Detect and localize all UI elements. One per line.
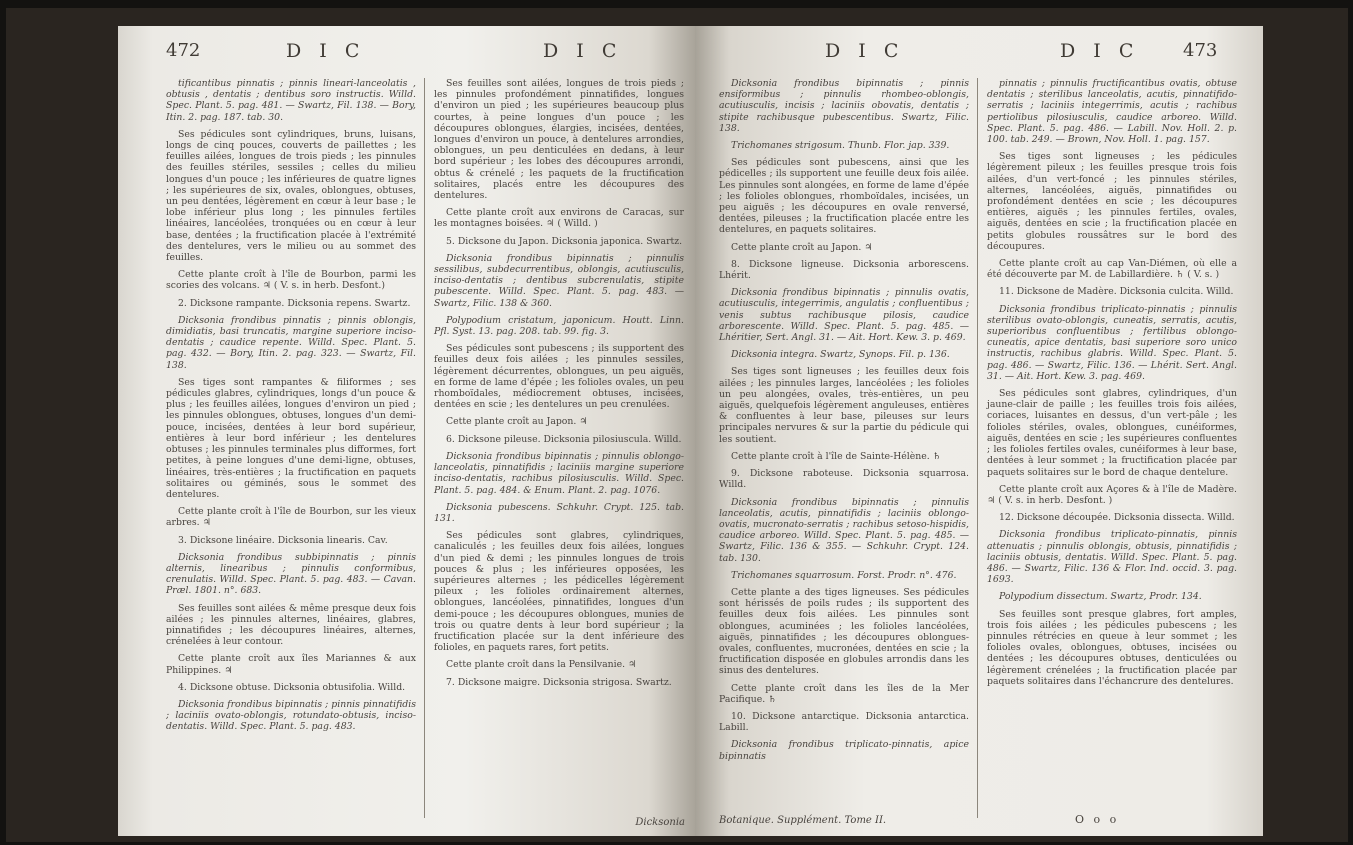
paragraph: Dicksonia frondibus bipinnatis ; pinnulis oblongo-lanceolatis, pinnatifidis ; laciniis margine superiore inciso-dentatis, rachibus pilosiusculis. Willd. Spec. Plant. 5. pag. 484. & Enum. Plant. 2. pag. 1076. <box>434 450 684 496</box>
paragraph: Dicksonia frondibus pinnatis ; pinnis oblongis, dimidiatis, basi truncatis, margine superiore inciso-dentatis ; caudice repente. Willd. Spec. Plant. 5. pag. 432. — Bory, Itin. 2. pag. 323. — Swartz, Fil. 138. <box>166 314 416 371</box>
paragraph: Ses pédicules sont pubescens, ainsi que les pédicelles ; ils supportent une feuille deux fois ailée. Les pinnules sont alongées, en forme de lame d'épée ; les folioles oblongues, rhomboïdales, incisées, un peu aiguës ; les découpures en ovale renversé, dentées, pileuses ; la fructification placée entre les dentelures, en paquets solitaires. <box>719 157 969 236</box>
left-page <box>118 26 695 836</box>
paragraph: Cette plante croît aux îles Mariannes & aux Philippines. ♃ <box>166 653 416 676</box>
paragraph: Dicksonia pubescens. Schkuhr. Crypt. 125. tab. 131. <box>434 501 684 524</box>
paragraph: Cette plante croît au Japon. ♃ <box>446 416 588 428</box>
paragraph: Cette plante croît à l'île de Bourbon, parmi les scories des volcans. ♃ ( V. s. in herb. Desfont.) <box>166 269 416 292</box>
paragraph: Dicksonia integra. Swartz, Synops. Fil. p. 136. <box>731 349 950 361</box>
paragraph: Trichomanes squarrosum. Forst. Prodr. n°. 476. <box>731 569 957 581</box>
right-page-column-1 <box>719 78 969 768</box>
paragraph: 3. Dicksone linéaire. Dicksonia linearis. Cav. <box>178 534 388 546</box>
paragraph: Ses pédicules sont pubescens ; ils supportent des feuilles deux fois ailées ; les pinnules sessiles, légèrement décurrentes, oblongues, un peu aiguës, en forme de lame d'épée ; les folioles ovales, un peu rhomboïdales, médiocrement obtuses, incisées, dentées en scie ; les dentelures un peu crenulées. <box>434 343 684 411</box>
paragraph: Trichomanes strigosum. Thunb. Flor. jap. 339. <box>731 140 950 152</box>
paragraph: 4. Dicksone obtuse. Dicksonia obtusifolia. Willd. <box>178 681 406 693</box>
paragraph: Ses pédicules sont glabres, cylindriques, d'un jaune-clair de paille ; les feuilles trois fois ailées, coriaces, luisantes en dessus, d'un vert-pâle ; les folioles stériles, ovales, oblongues, cunéiformes, aiguës, dentées en scie ; les supérieures confluentes ; les folioles fertiles ovales, cunéiformes à leur base, dentées à leur sommet ; la fructification placée par paquets solitaires sur le bord de chaque dentelure. <box>987 388 1237 478</box>
paragraph: 11. Dicksone de Madère. Dicksonia culcita. Willd. <box>999 286 1234 298</box>
paragraph: Cette plante a des tiges ligneuses. Ses pédicules sont hérissés de poils rudes ; ils supportent des feuilles deux fois ailées. Les pinnules sont oblongues, acuminées ; les folioles lancéolées, aiguës, pinnatifides ; les découpures oblongues-ovales, confluentes, mucronées, dentées en scie ; la fructification disposée en globules arrondis dans les sinus des dentelures. <box>719 586 969 677</box>
paragraph: Dicksonia frondibus bipinnatis ; pinnis ensiformibus ; pinnulis rhombeo-oblongis, acutiusculis, incisis ; laciniis obovatis, dentatis ; stipite rachibusque pubescentibus. Swartz, Filic. 138. <box>719 78 969 134</box>
right-page <box>695 26 1263 836</box>
running-head: D I C <box>1060 40 1140 62</box>
paragraph: Cette plante croît aux Açores & à l'île de Madère. ♃ ( V. s. in herb. Desfont. ) <box>987 483 1237 506</box>
paragraph: Ses pédicules sont glabres, cylindriques, canaliculés ; les feuilles deux fois ailées, longues d'un pied & demi ; les pinnules longues de trois pouces & plus ; les inférieures opposées, les supérieures alternes ; les pédicelles légèrement pileux ; les folioles ordinairement alternes, oblongues, lancéolées, pinnatifides, longues d'un demi-pouce ; les découpures oblongues, munies de trois ou quatre dents à leur bord supérieur ; la fructification placée sur la dent inférieure des folioles, en paquets rares, fort petits. <box>434 530 684 654</box>
paragraph: Cette plante croît aux environs de Caracas, sur les montagnes boisées. ♃ ( Willd. ) <box>434 207 684 230</box>
paragraph: Cette plante croît à l'île de Bourbon, sur les vieux arbres. ♃ <box>166 506 416 529</box>
paragraph: Cette plante croît dans les îles de la Mer Pacifique. ♄ <box>719 682 969 705</box>
page-number: 472 <box>166 40 201 61</box>
paragraph: 5. Dicksone du Japon. Dicksonia japonica. Swartz. <box>446 235 683 247</box>
book-spread <box>6 8 1348 842</box>
paragraph: Polypodium dissectum. Swartz, Prodr. 134. <box>999 591 1202 603</box>
paragraph: 9. Dicksone raboteuse. Dicksonia squarrosa. Willd. <box>719 468 969 491</box>
paragraph: Cette plante croît au Japon. ♃ <box>731 241 873 253</box>
paragraph: 12. Dicksone découpée. Dicksonia dissecta. Willd. <box>999 512 1235 524</box>
paragraph: 10. Dicksone antarctique. Dicksonia antarctica. Labill. <box>719 710 969 734</box>
paragraph: Ses feuilles sont ailées & même presque deux fois ailées ; les pinnules alternes, linéaires, glabres, pinnatifides ; les découpures linéaires, alternes, crénelées à leur contour. <box>166 602 416 648</box>
paragraph: Dicksonia frondibus bipinnatis ; pinnulis lanceolatis, acutis, pinnatifidis ; laciniis oblongo-ovatis, mucronato-serratis ; rachibus setoso-hispidis, caudice arboreo. Willd. Spec. Plant. 5. pag. 485. — Swartz, Filic. 136 & 355. — Schkuhr. Crypt. 124. tab. 130. <box>719 496 969 564</box>
paragraph: Ses feuilles sont ailées, longues de trois pieds ; les pinnules profondément pinnatifides, longues d'environ un pied ; les supérieures beaucoup plus courtes, à peine longues d'un pouce ; les découpures oblongues, élargies, incisées, dentées, longues d'environ un pouce, à dentelures arrondies, oblongues, un peu denticulées en dedans, à leur bord supérieur ; les lobes des découpures arrondi, obtus & crénelé ; les paquets de la fructification solitaires, placés entre les découpures des dentelures. <box>434 78 684 202</box>
paragraph: tificantibus pinnatis ; pinnis lineari-lanceolatis , obtusis , dentatis ; dentibus soro instructis. Willd. Spec. Plant. 5. pag. 481. — Swartz, Fil. 138. — Bory, Itin. 2. pag. 187. tab. 30. <box>166 78 416 123</box>
left-page-column-2 <box>434 78 684 694</box>
paragraph: Ses tiges sont ligneuses ; les pédicules légèrement pileux ; les feuilles presque trois fois ailées, d'un vert-foncé ; les pinnules stériles, alternes, lancéolées, aiguës, pinnatifides ou profondément dentées en scie ; les découpures entières, aiguës ; les pinnules fertiles, ovales, aiguës, dentées en scie ; la fructification placée en petits globules roussâtres sur le bord des découpures. <box>987 151 1237 252</box>
paragraph: Dicksonia frondibus triplicato-pinnatis, pinnis attenuatis ; pinnulis oblongis, obtusis, pinnatifidis ; laciniis obtusis, dentatis. Willd. Spec. Plant. 5. pag. 486. — Swartz, Filic. 136 & Flor. Ind. occid. 3. pag. 1693. <box>987 529 1237 586</box>
paragraph: Dicksonia frondibus bipinnatis ; pinnulis ovatis, acutiusculis, integerrimis, angulatis ; confluentibus ; venis subtus rachibusque pilosis, caudice arborescente. Willd. Spec. Plant. 5. pag. 485. — Lhéritier, Sert. Angl. 31. — Ait. Hort. Kew. 3. p. 469. <box>719 287 969 344</box>
paragraph: Cette plante croît au cap Van-Diémen, où elle a été découverte par M. de Labillardière. ♄ ( V. s. ) <box>987 258 1237 281</box>
running-head: D I C <box>543 40 623 62</box>
right-page-column-2 <box>987 78 1237 693</box>
paragraph: Ses tiges sont ligneuses ; les feuilles deux fois ailées ; les pinnules larges, lancéolées ; les folioles un peu alongées, ovales, très-entières, un peu aiguës, quelquefois légèrement anguleuses, entières & confluentes à leur base, pileuses sur leurs principales nervures & sur la partie du pédicule qui les soutient. <box>719 366 969 445</box>
paragraph: Ses pédicules sont cylindriques, bruns, luisans, longs de cinq pouces, couverts de paillettes ; les feuilles ailées, longues de trois pieds ; les pinnules des feuilles stériles, sessiles ; celles du milieu longues d'un pouce ; les inférieures de quatre lignes ; les supérieures de six, ovales, oblongues, obtuses, un peu dentées, légèrement en cœur à leur base ; le lobe inférieur plus long ; les pinnules fertiles linéaires, lancéolées, tronquées ou en cœur à leur base, dentées ; la fructification placée à l'extrémité des dentelures, vers le milieu ou au sommet des feuilles. <box>166 128 416 264</box>
paragraph: Dicksonia frondibus bipinnatis ; pinnis pinnatifidis ; laciniis ovato-oblongis, rotundato-obtusis, inciso-dentatis. Willd. Spec. Plant. 5. pag. 483. <box>166 698 416 733</box>
column-divider <box>424 78 425 818</box>
paragraph: Dicksonia frondibus triplicato-pinnatis ; pinnulis sterilibus ovato-oblongis, cuneatis, serratis, acutis, superioribus confluentibus ; fertilibus oblongo-cuneatis, apice dentatis, basi superiore soro unico instructis, rachibus glabris. Willd. Spec. Plant. 5. pag. 486. — Swartz, Filic. 136. — Lhérit. Sert. Angl. 31. — Ait. Hort. Kew. 3. pag. 469. <box>987 303 1237 382</box>
paragraph: 7. Dicksone maigre. Dicksonia strigosa. Swartz. <box>446 676 672 688</box>
left-page-column-1 <box>166 78 416 739</box>
paragraph: 8. Dicksone ligneuse. Dicksonia arborescens. Lhérit. <box>719 258 969 282</box>
right-page-header <box>695 40 1263 70</box>
running-head: D I C <box>825 40 905 62</box>
paragraph: Dicksonia frondibus bipinnatis ; pinnulis sessilibus, subdecurrentibus, oblongis, acutiusculis, inciso-dentatis ; dentibus subcrenulatis, stipite pubescente. Willd. Spec. Plant. 5. pag. 483. — Swartz, Filic. 138 & 360. <box>434 252 684 309</box>
paragraph: Polypodium cristatum, japonicum. Houtt. Linn. Pfl. Syst. 13. pag. 208. tab. 99. fig. 3. <box>434 314 684 338</box>
paragraph: Ses tiges sont rampantes & filiformes ; ses pédicules glabres, cylindriques, longs d'un pouce & plus ; les feuilles ailées, longues d'environ un pied ; les pinnules oblongues, obtuses, longues d'un demi-pouce, incisées, dentées à leur bord supérieur, entières à leur bord inférieur ; les dentelures obtuses ; les pinnules terminales plus difformes, fort petites, à peine longues d'une demi-ligne, obtuses, linéaires, très-entières ; la fructification en paquets solitaires ou géminés, sous le sommet des dentelures. <box>166 376 416 500</box>
catchword: Dicksonia <box>635 817 685 828</box>
page-number: 473 <box>1183 40 1218 61</box>
running-head: D I C <box>286 40 366 62</box>
paragraph: Dicksonia frondibus triplicato-pinnatis, apice bipinnatis <box>719 739 969 762</box>
left-page-header <box>118 40 695 70</box>
paragraph: Cette plante croît à l'île de Sainte-Hélène. ♄ <box>731 450 942 462</box>
paragraph: Cette plante croît dans la Pensilvanie. ♃ <box>446 659 637 671</box>
paragraph: Ses feuilles sont presque glabres, fort amples, trois fois ailées ; les pédicules pubescens ; les pinnules rétrécies en queue à leur sommet ; les folioles ovales, oblongues, obtuses, incisées ou dentées ; les découpures obtuses, denticulées ou légèrement crénelées ; la fructification placée par paquets solitaires dans l'échancrure des dentelures. <box>987 608 1237 687</box>
paragraph: pinnatis ; pinnulis fructificantibus ovatis, obtuse dentatis ; sterilibus lanceolatis, acutis, pinnatifido-serratis ; laciniis integerrimis, acutis ; rachibus pertiolibus pilosiusculis, caudice arboreo. Willd. Spec. Plant. 5. pag. 486. — Labill. Nov. Holl. 2. p. 100. tab. 249. — Brown, Nov. Holl. 1. pag. 157. <box>987 78 1237 146</box>
footer-volume: Botanique. Supplément. Tome II. <box>719 815 887 826</box>
paragraph: Dicksonia frondibus subbipinnatis ; pinnis alternis, linearibus ; pinnulis conformibus, crenulatis. Willd. Spec. Plant. 5. pag. 483. — Cavan. Præl. 1801. n°. 683. <box>166 551 416 597</box>
column-divider <box>977 78 978 818</box>
signature-mark: O o o <box>1075 813 1120 826</box>
paragraph: 6. Dicksone pileuse. Dicksonia pilosiuscula. Willd. <box>446 433 682 445</box>
paragraph: 2. Dicksone rampante. Dicksonia repens. Swartz. <box>178 297 411 309</box>
